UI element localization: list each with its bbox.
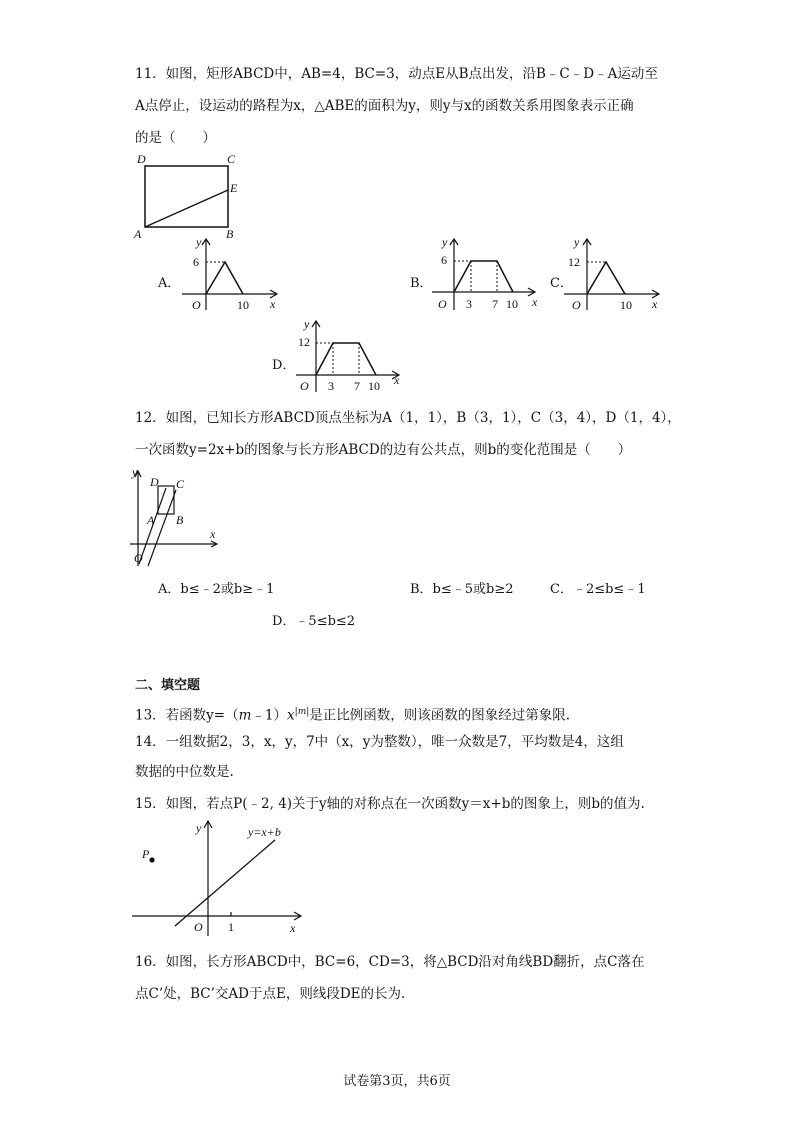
x-mark-3: 3 (466, 297, 472, 311)
q16-line2: 点C’处，BC’交AD于点E，则线段DE的长为. (135, 986, 406, 1002)
label-a: A (134, 227, 142, 241)
origin: O (194, 920, 203, 934)
axis-y: y (442, 235, 448, 249)
origin: O (134, 551, 143, 565)
q11-line1: 11．如图，矩形ABCD中，AB=4，BC=3，动点E从B点出发，沿B﹣C﹣D﹣A运动至 (135, 66, 658, 82)
q13-line: 13．若函数$y=(m﹣1)x^{|m|}$是正比例函数，则该函数的图象经过第象限. (135, 707, 571, 724)
q11-option-c[interactable]: C． (550, 276, 573, 291)
label-b: B (226, 227, 234, 241)
axis-x: x (290, 921, 296, 935)
origin: O (300, 379, 309, 393)
line-label: y=x+b (248, 825, 281, 839)
q11-graph-a (180, 236, 290, 316)
q12-option-b[interactable]: B．b≤﹣5或b≥2 (410, 582, 514, 597)
x-mark-10: 10 (506, 297, 518, 311)
q15-figure (130, 818, 310, 940)
axis-x: x (652, 297, 658, 311)
point-p: P (142, 847, 150, 861)
q14-line2: 数据的中位数是. (135, 764, 234, 780)
page-footer: 试卷第3页，共6页 (343, 1074, 451, 1089)
x-mark: 10 (620, 298, 632, 312)
label-e: E (230, 181, 238, 195)
q12-line2: 一次函数y=2x+b的图象与长方形ABCD的边有公共点，则b的变化范围是（ ） (135, 442, 632, 458)
q14-line1: 14．一组数据2，3，x，y，7中（x，y为整数），唯一众数是7，平均数是4，这组 (135, 734, 624, 750)
q11-option-b[interactable]: B． (410, 276, 433, 291)
axis-y: y (196, 235, 202, 249)
x-mark-1: 1 (228, 920, 234, 934)
q12-option-c[interactable]: C．﹣2≤b≤﹣1 (550, 582, 646, 597)
origin: O (438, 297, 447, 311)
x-mark-3: 3 (328, 379, 334, 393)
q11-rectangle-figure (130, 150, 250, 242)
label-d: D (137, 152, 146, 166)
q11-option-a[interactable]: A． (158, 276, 181, 291)
axis-x: x (532, 295, 538, 309)
y-mark: 6 (193, 255, 199, 269)
origin: O (192, 298, 201, 312)
q11-line3: 的是（ ） (135, 130, 216, 146)
axis-y: y (304, 317, 310, 331)
axis-x: x (270, 297, 276, 311)
q12-option-a[interactable]: A．b≤﹣2或b≥﹣1 (158, 582, 275, 597)
origin: O (572, 298, 581, 312)
y-mark: 6 (441, 253, 447, 267)
label-c: C (176, 477, 185, 491)
label-c: C (227, 152, 236, 166)
x-mark-7: 7 (354, 379, 360, 393)
label-d: D (150, 475, 159, 489)
q11-graph-c (562, 236, 672, 316)
label-a: A (147, 513, 155, 527)
axis-x: x (210, 527, 216, 541)
section-title: 二、填空题 (135, 678, 201, 693)
x-mark-7: 7 (492, 297, 498, 311)
q12-line1: 12．如图，已知长方形ABCD顶点坐标为A（1，1），B（3，1），C（3，4），D（1，4）， (135, 410, 681, 426)
x-mark: 10 (237, 298, 249, 312)
q11-line2: A点停止，设运动的路程为x，△ABE的面积为y，则y与x的函数关系用图象表示正确 (135, 98, 634, 114)
x-mark-10: 10 (368, 379, 380, 393)
q12-figure (130, 466, 222, 570)
label-b: B (176, 513, 184, 527)
axis-y: y (574, 235, 580, 249)
y-mark: 12 (298, 335, 310, 349)
q16-line1: 16．如图，长方形ABCD中，BC=6，CD=3，将△BCD沿对角线BD翻折，点C落在 (135, 954, 645, 970)
q12-option-d[interactable]: D．﹣5≤b≤2 (272, 614, 356, 629)
q11-option-d[interactable]: D． (272, 358, 296, 373)
axis-y: y (132, 465, 138, 479)
axis-x: x (394, 373, 400, 387)
axis-y: y (196, 821, 202, 835)
y-mark: 12 (568, 255, 580, 269)
q11-graph-d (294, 318, 414, 398)
q11-graph-b (430, 236, 550, 316)
q15-line: 15．如图，若点P(﹣2, 4)关于y轴的对称点在一次函数y＝x+b的图象上，则b的值为. (135, 796, 645, 812)
